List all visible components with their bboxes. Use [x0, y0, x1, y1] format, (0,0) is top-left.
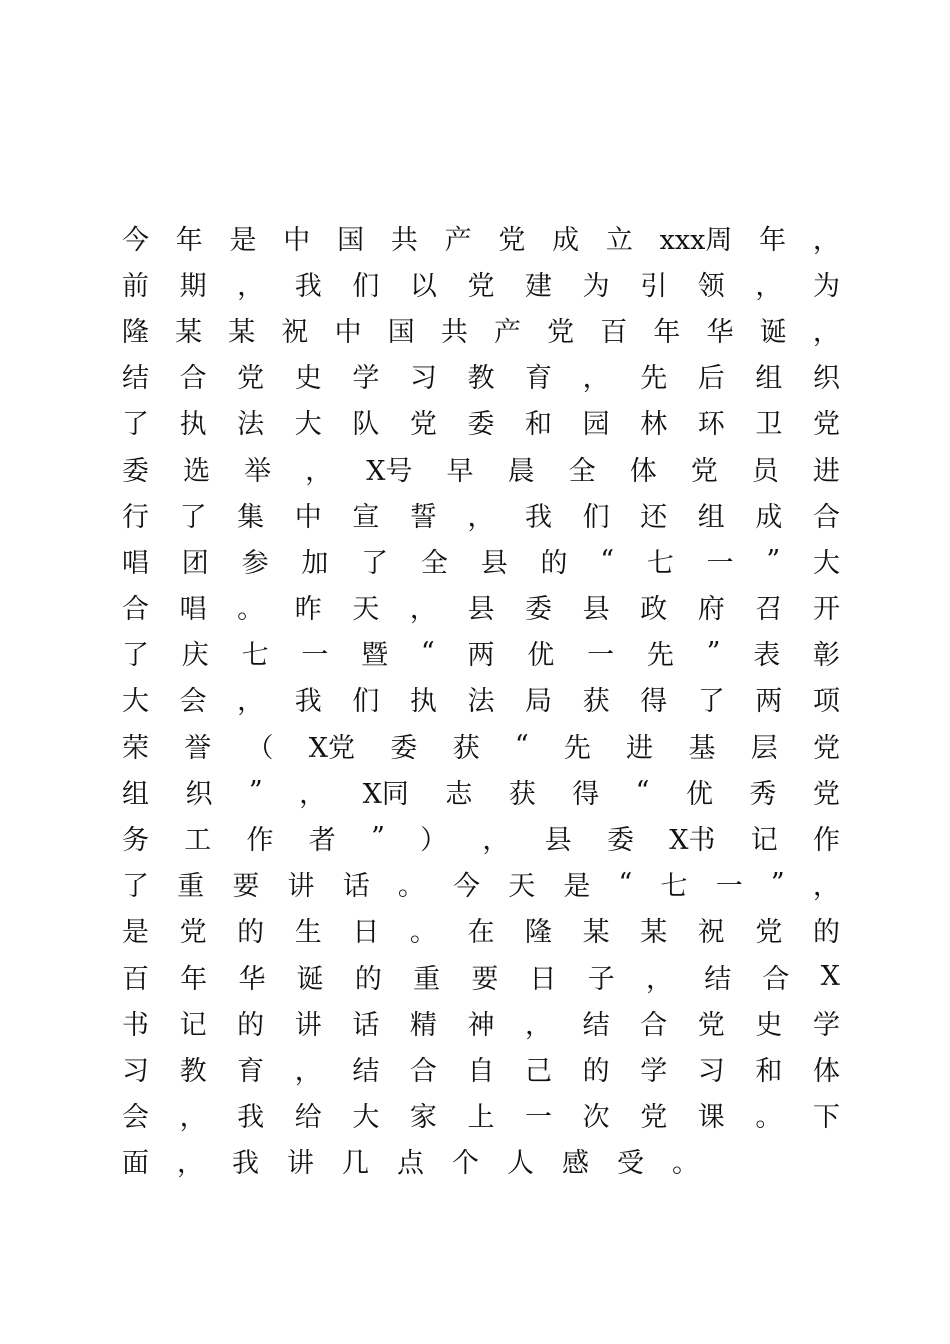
- line-char: 合: [122, 594, 149, 626]
- line-char: “: [618, 868, 633, 900]
- line-char: 了: [179, 501, 207, 533]
- line-char: 史: [294, 363, 322, 395]
- line-char: 获: [582, 686, 610, 718]
- line-char: 执: [179, 409, 207, 441]
- line-char: ，: [305, 455, 333, 487]
- line-char: 行: [122, 501, 149, 533]
- line-char: 举: [244, 455, 272, 487]
- line-char: 讲: [287, 871, 315, 903]
- line-char: 工: [184, 825, 212, 857]
- paragraph-line: [122, 260, 840, 306]
- line-char: 卫: [755, 409, 783, 441]
- line-char: 早: [446, 455, 474, 487]
- line-char: 唱: [179, 594, 207, 626]
- paragraph-line: [122, 584, 840, 630]
- line-char: 某: [640, 917, 668, 949]
- line-char: 们: [582, 501, 610, 533]
- paragraph-line: [122, 491, 840, 537]
- line-char: 了: [361, 547, 389, 579]
- line-char: 环: [697, 409, 725, 441]
- line-char: 作: [246, 825, 274, 857]
- line-char: 某: [175, 316, 203, 348]
- line-char: 先: [646, 640, 674, 672]
- line-char: 法: [467, 686, 495, 718]
- line-char: 年: [759, 224, 787, 256]
- line-char: 全: [568, 455, 596, 487]
- line-char: 华: [706, 316, 734, 348]
- line-char: 党: [812, 409, 840, 441]
- line-char: 秀: [749, 778, 777, 810]
- paragraph-line: [122, 814, 840, 860]
- line-char: 立: [605, 224, 633, 256]
- line-char: 今: [122, 224, 149, 256]
- line-char: ，: [179, 1102, 207, 1134]
- line-char: X党: [308, 732, 356, 764]
- line-char: 和: [525, 409, 553, 441]
- line-char: 的: [540, 547, 568, 579]
- paragraph-line: [122, 722, 840, 768]
- line-char: 中: [294, 501, 322, 533]
- line-char: 体: [629, 455, 657, 487]
- line-char: 者: [308, 825, 336, 857]
- line-char: 七: [241, 640, 269, 672]
- line-char: 国: [387, 316, 415, 348]
- line-char: 诞: [759, 316, 787, 348]
- line-char: 县: [582, 594, 610, 626]
- line-char: 组: [755, 363, 783, 395]
- line-char: 参: [241, 547, 269, 579]
- line-char: 项: [812, 686, 840, 718]
- line-char: 期: [179, 270, 207, 302]
- line-char: 后: [697, 363, 725, 395]
- line-char: 全: [420, 547, 448, 579]
- line-char: 书: [122, 1009, 149, 1041]
- line-char: 队: [352, 409, 380, 441]
- line-char: 一: [301, 640, 329, 672]
- paragraph-line: [122, 676, 840, 722]
- line-char: 得: [572, 778, 600, 810]
- line-char: 下: [812, 1102, 840, 1134]
- line-char: 还: [640, 501, 668, 533]
- line-char: 话: [352, 1009, 380, 1041]
- line-char: 建: [525, 270, 553, 302]
- paragraph-line: [122, 1045, 840, 1091]
- line-char: 某: [582, 917, 610, 949]
- line-char: 进: [626, 732, 654, 764]
- line-char: 百: [600, 316, 628, 348]
- line-char: 的: [237, 917, 265, 949]
- line-char: 在: [467, 917, 495, 949]
- line-char: 层: [750, 732, 778, 764]
- line-char: 要: [232, 871, 260, 903]
- line-char: 史: [755, 1009, 783, 1041]
- line-char: “: [420, 637, 435, 669]
- line-char: 受: [617, 1148, 644, 1180]
- line-char: ，: [525, 1009, 553, 1041]
- line-char: 以: [409, 270, 437, 302]
- line-char: 加: [301, 547, 329, 579]
- line-char: 党: [179, 917, 207, 949]
- line-char: ，: [299, 778, 327, 810]
- line-char: 个: [452, 1148, 479, 1180]
- line-char: 某: [228, 316, 256, 348]
- line-char: 两: [755, 686, 783, 718]
- line-char: 一: [706, 547, 734, 579]
- line-char: 我: [232, 1148, 259, 1180]
- line-char: 庆: [181, 640, 209, 672]
- line-char: ，: [237, 686, 265, 718]
- line-char: 府: [697, 594, 725, 626]
- line-char: 昨: [294, 594, 322, 626]
- line-char: 了: [697, 686, 725, 718]
- paragraph-line: [122, 768, 840, 814]
- line-char: 团: [181, 547, 209, 579]
- line-char: 年: [175, 224, 203, 256]
- line-char: 先: [640, 363, 668, 395]
- line-char: 是: [563, 871, 591, 903]
- line-char: 为: [582, 270, 610, 302]
- line-char: 会: [179, 686, 207, 718]
- paragraph-line: [122, 861, 840, 907]
- line-char: 委: [606, 825, 634, 857]
- line-char: 集: [237, 501, 265, 533]
- line-char: 党: [237, 363, 265, 395]
- line-char: （: [246, 732, 274, 764]
- line-char: 。: [755, 1102, 783, 1134]
- line-char: 讲: [294, 1009, 322, 1041]
- paragraph-line: [122, 537, 840, 583]
- line-char: ，: [237, 270, 265, 302]
- paragraph-line-last: [122, 1138, 840, 1184]
- line-char: 习: [122, 1055, 149, 1087]
- line-char: ，: [177, 1148, 204, 1180]
- line-char: 党: [409, 409, 437, 441]
- line-char: 百: [122, 963, 149, 995]
- paragraph-line: [122, 907, 840, 953]
- line-char: “: [600, 544, 615, 576]
- line-char: 为: [812, 270, 840, 302]
- paragraph-line: [122, 953, 840, 999]
- line-char: 重: [177, 871, 205, 903]
- line-char: 结: [582, 1009, 610, 1041]
- line-char: 一: [715, 871, 743, 903]
- line-char: 优: [527, 640, 555, 672]
- line-char: 讲: [287, 1148, 314, 1180]
- paragraph-line: [122, 630, 840, 676]
- line-char: 的: [237, 1009, 265, 1041]
- line-char: 林: [640, 409, 668, 441]
- line-char: 我: [294, 270, 322, 302]
- line-char: 获: [452, 732, 480, 764]
- line-char: 的: [354, 963, 382, 995]
- line-char: 志: [445, 778, 473, 810]
- line-char: 祝: [697, 917, 725, 949]
- line-char: 重: [413, 963, 441, 995]
- line-char: ，: [582, 363, 610, 395]
- line-char: 今: [453, 871, 481, 903]
- line-char: 体: [812, 1055, 840, 1087]
- line-char: 党: [812, 732, 840, 764]
- line-char: 会: [122, 1102, 149, 1134]
- line-char: 党: [547, 316, 575, 348]
- line-char: ，: [812, 316, 840, 348]
- line-char: 大: [813, 547, 840, 579]
- line-char: 共: [440, 316, 468, 348]
- line-char: 上: [467, 1102, 495, 1134]
- line-char: 课: [697, 1102, 725, 1134]
- line-char: 暨: [361, 640, 389, 672]
- line-char: 县: [467, 594, 495, 626]
- line-char: 前: [122, 270, 149, 302]
- line-char: 学: [352, 363, 380, 395]
- line-char: 党: [755, 917, 783, 949]
- line-char: 县: [544, 825, 572, 857]
- line-char: 得: [640, 686, 668, 718]
- line-char: 。: [237, 594, 265, 626]
- line-char: 。: [672, 1148, 699, 1180]
- line-char: 隆: [525, 917, 553, 949]
- line-char: 七: [660, 871, 688, 903]
- line-char: 委: [390, 732, 418, 764]
- line-char: 天: [508, 871, 536, 903]
- line-char: 七: [646, 547, 674, 579]
- line-char: 政: [640, 594, 668, 626]
- line-char: ”: [706, 637, 721, 669]
- line-char: 诞: [296, 963, 324, 995]
- line-char: 党: [640, 1102, 668, 1134]
- line-char: 习: [697, 1055, 725, 1087]
- line-char: 织: [185, 778, 213, 810]
- line-char: 我: [525, 501, 553, 533]
- line-char: 和: [755, 1055, 783, 1087]
- line-char: 引: [640, 270, 668, 302]
- line-char: 中: [283, 224, 311, 256]
- line-char: 结: [122, 363, 149, 395]
- line-char: 学: [640, 1055, 668, 1087]
- line-char: 晨: [507, 455, 535, 487]
- paragraph-line: [122, 999, 840, 1045]
- line-char: ”: [770, 868, 785, 900]
- line-char: 。: [409, 917, 437, 949]
- line-char: 进: [812, 455, 840, 487]
- line-char: 神: [467, 1009, 495, 1041]
- line-char: 点: [397, 1148, 424, 1180]
- line-char: 了: [122, 640, 149, 672]
- line-char: ”: [371, 822, 385, 854]
- line-char: 党: [812, 778, 840, 810]
- line-char: X同: [362, 778, 409, 810]
- line-char: 局: [525, 686, 553, 718]
- line-char: 感: [562, 1148, 589, 1180]
- line-char: 教: [467, 363, 495, 395]
- line-char: 结: [704, 963, 732, 995]
- line-char: 织: [812, 363, 840, 395]
- line-char: 县: [480, 547, 508, 579]
- line-char: 大: [122, 686, 149, 718]
- line-char: 法: [237, 409, 265, 441]
- line-char: 给: [294, 1102, 322, 1134]
- line-char: 们: [352, 686, 380, 718]
- line-char: ，: [645, 963, 673, 995]
- line-char: ”: [766, 544, 781, 576]
- line-char: 大: [352, 1102, 380, 1134]
- line-char: 人: [507, 1148, 534, 1180]
- line-char: 结: [352, 1055, 380, 1087]
- line-char: 员: [751, 455, 779, 487]
- line-char: 作: [812, 825, 840, 857]
- line-char: 学: [812, 1009, 840, 1041]
- line-char: 成: [552, 224, 580, 256]
- line-char: ，: [294, 1055, 322, 1087]
- line-char: 产: [444, 224, 472, 256]
- line-char: 园: [582, 409, 610, 441]
- line-char: ，: [812, 871, 840, 903]
- line-char: 中: [334, 316, 362, 348]
- paragraph-line: [122, 1092, 840, 1138]
- line-char: 一: [525, 1102, 553, 1134]
- line-char: 共: [390, 224, 418, 256]
- line-char: ”: [248, 775, 263, 807]
- line-char: 教: [179, 1055, 207, 1087]
- line-char: 祝: [281, 316, 309, 348]
- line-char: 。: [397, 871, 425, 903]
- line-char: 我: [294, 686, 322, 718]
- line-char: 了: [122, 409, 149, 441]
- line-char: 年: [653, 316, 681, 348]
- line-char: 的: [812, 917, 840, 949]
- line-char: “: [635, 775, 650, 807]
- line-char: 产: [493, 316, 521, 348]
- line-char: 日: [352, 917, 380, 949]
- line-char: 荣: [122, 732, 149, 764]
- line-char: 委: [525, 594, 553, 626]
- line-char: X书: [669, 825, 716, 857]
- line-char: 己: [525, 1055, 553, 1087]
- line-char: 家: [409, 1102, 437, 1134]
- line-char: ，: [812, 224, 840, 256]
- line-char: 是: [122, 917, 149, 949]
- line-char: 执: [409, 686, 437, 718]
- line-char: 开: [812, 594, 840, 626]
- line-char: X号: [366, 455, 413, 487]
- line-char: 一: [587, 640, 615, 672]
- line-char: ，: [482, 825, 510, 857]
- line-char: 的: [582, 1055, 610, 1087]
- line-char: 了: [122, 871, 149, 903]
- line-char: 育: [237, 1055, 265, 1087]
- line-char: 记: [179, 1009, 207, 1041]
- paragraph-line: [122, 306, 840, 352]
- paragraph-line: [122, 445, 840, 491]
- line-char: ）: [420, 825, 448, 857]
- line-char: 合: [640, 1009, 668, 1041]
- line-char: 生: [294, 917, 322, 949]
- line-char: 党: [498, 224, 526, 256]
- line-char: 两: [467, 640, 495, 672]
- line-char: 子: [587, 963, 615, 995]
- line-char: 话: [342, 871, 370, 903]
- line-char: 们: [352, 270, 380, 302]
- line-char: 获: [508, 778, 536, 810]
- line-char: 合: [179, 363, 207, 395]
- line-char: 自: [467, 1055, 495, 1087]
- line-char: 合: [812, 501, 840, 533]
- line-char: 先: [563, 732, 591, 764]
- line-char: 党: [697, 1009, 725, 1041]
- line-char: 天: [352, 594, 380, 626]
- line-char: 育: [525, 363, 553, 395]
- line-char: 几: [342, 1148, 369, 1180]
- line-char: xxx周: [659, 224, 733, 256]
- line-char: 组: [122, 778, 149, 810]
- line-char: 表: [753, 640, 781, 672]
- line-char: 习: [409, 363, 437, 395]
- line-char: ，: [467, 501, 495, 533]
- line-char: 优: [685, 778, 713, 810]
- line-char: 选: [183, 455, 211, 487]
- line-char: 华: [238, 963, 266, 995]
- line-char: 领: [697, 270, 725, 302]
- line-char: 召: [755, 594, 783, 626]
- line-char: ，: [755, 270, 783, 302]
- line-char: 要: [471, 963, 499, 995]
- line-char: 年: [180, 963, 208, 995]
- line-char: 合: [409, 1055, 437, 1087]
- paragraph-line: [122, 399, 840, 445]
- line-char: 是: [229, 224, 257, 256]
- line-char: 宣: [352, 501, 380, 533]
- paragraph-line: [122, 214, 840, 260]
- line-char: “: [514, 729, 529, 761]
- line-char: 我: [237, 1102, 265, 1134]
- line-char: 次: [582, 1102, 610, 1134]
- line-char: 国: [337, 224, 365, 256]
- line-char: X: [820, 960, 840, 992]
- line-char: 大: [294, 409, 322, 441]
- line-char: 誉: [184, 732, 212, 764]
- line-char: 党: [467, 270, 495, 302]
- line-char: 誓: [409, 501, 437, 533]
- line-char: 组: [697, 501, 725, 533]
- line-char: 务: [122, 825, 149, 857]
- line-char: 党: [690, 455, 718, 487]
- line-char: 唱: [122, 547, 149, 579]
- line-char: 委: [467, 409, 495, 441]
- line-char: 记: [750, 825, 778, 857]
- line-char: 面: [122, 1148, 149, 1180]
- body-paragraph: [122, 214, 840, 1184]
- line-char: 合: [762, 963, 790, 995]
- paragraph-line: [122, 353, 840, 399]
- line-char: 委: [122, 455, 149, 487]
- line-char: 彰: [813, 640, 840, 672]
- line-char: 日: [529, 963, 557, 995]
- line-char: 隆: [122, 316, 149, 348]
- line-char: 基: [688, 732, 716, 764]
- line-char: 成: [755, 501, 783, 533]
- line-char: 精: [409, 1009, 437, 1041]
- line-char: ，: [409, 594, 437, 626]
